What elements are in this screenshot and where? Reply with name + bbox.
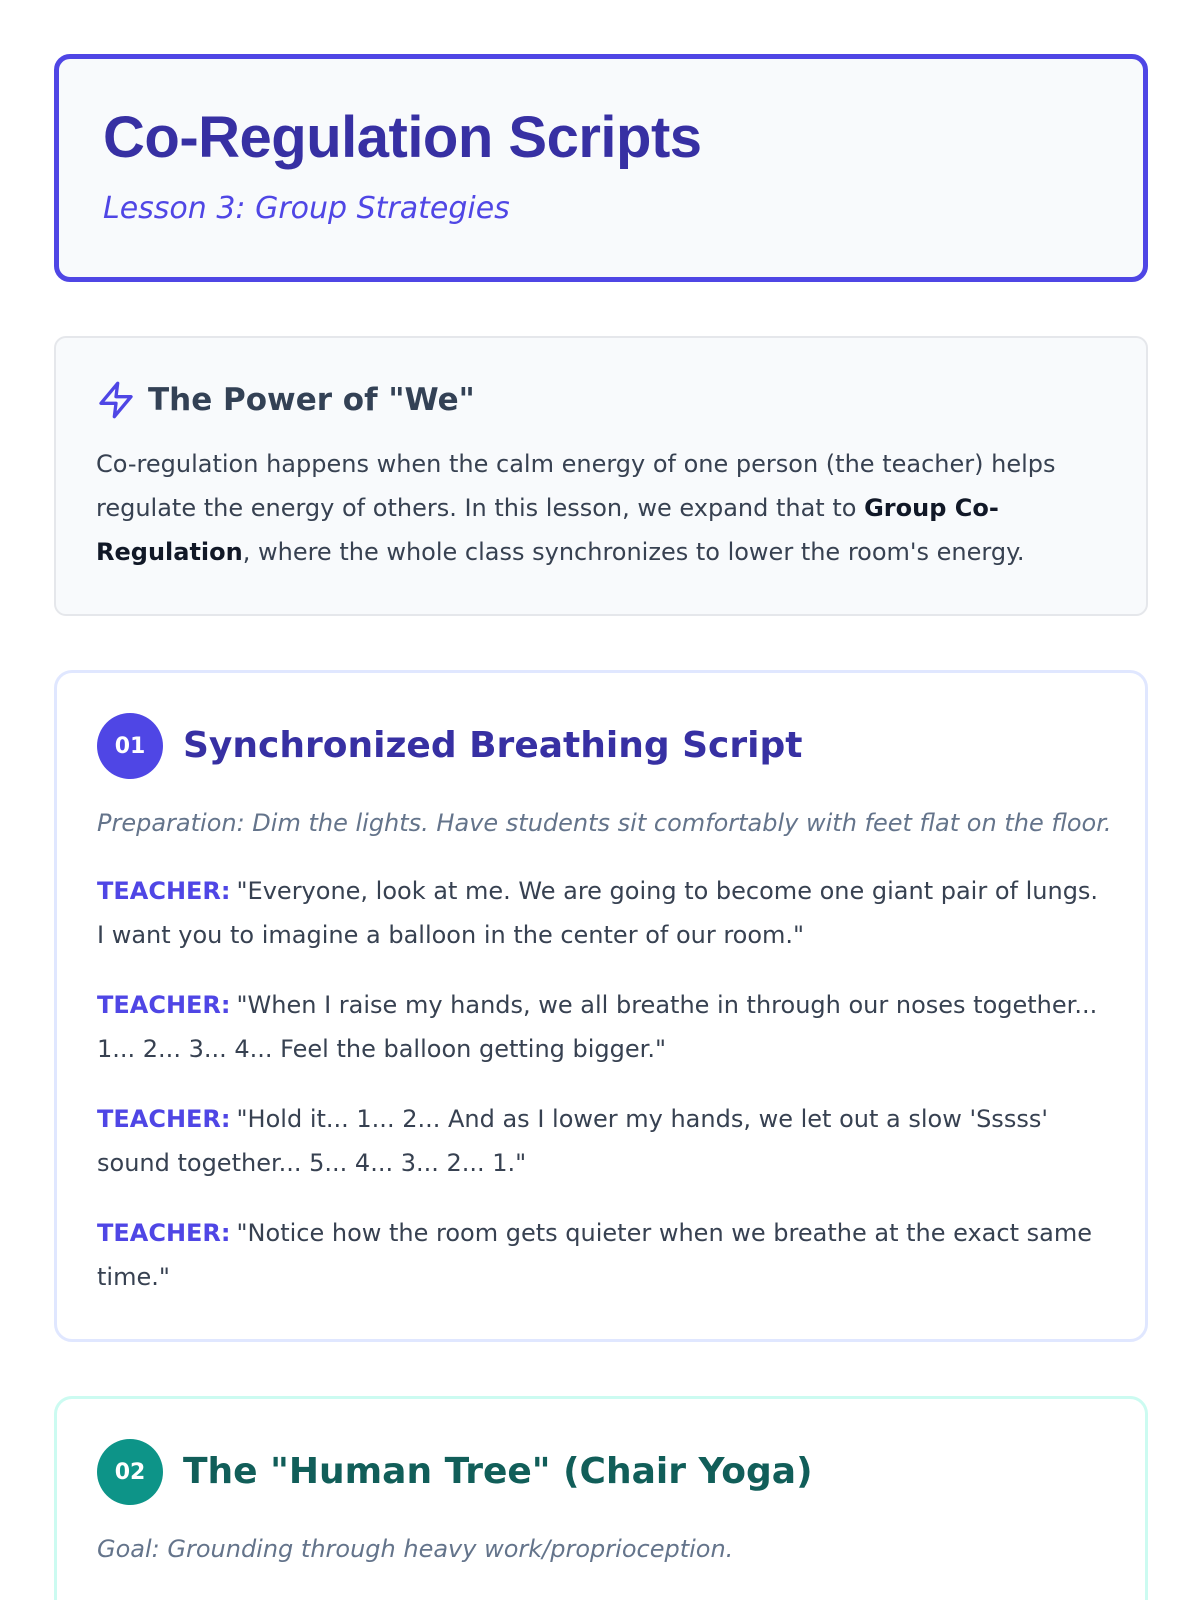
intro-text-end: , where the whole class synchronizes to lower the room's energy. — [242, 538, 1025, 566]
preparation-note: Preparation: Dim the lights. Have students sit comfortably with feet flat on the floor. — [97, 809, 1112, 837]
intro-card — [54, 336, 1148, 616]
intro-text — [96, 442, 1108, 574]
page-subtitle: Lesson 3: Group Strategies — [103, 191, 510, 226]
script-line — [97, 869, 1105, 957]
script-card-breathing — [54, 670, 1148, 1342]
lightning-icon — [96, 380, 136, 420]
script-header — [97, 713, 1105, 779]
script-line-text: "Notice how the room gets quieter when we breathe at the exact same time." — [97, 1219, 1092, 1291]
script-header — [97, 1439, 1105, 1505]
script-line-text: "When I raise my hands, we all breathe in through our noses together... 1... 2... 3... 4... Feel the balloon getting bigger." — [97, 991, 1098, 1063]
script-line — [97, 1097, 1105, 1185]
intro-heading — [96, 378, 1108, 422]
speaker-label: TEACHER: — [97, 1219, 231, 1247]
script-line — [97, 983, 1105, 1071]
script-title: The "Human Tree" (Chair Yoga) — [183, 1451, 813, 1492]
intro-title: The Power of "We" — [148, 382, 475, 418]
header-card — [54, 54, 1148, 282]
speaker-label: TEACHER: — [97, 877, 231, 905]
script-line-text: "Everyone, look at me. We are going to become one giant pair of lungs. I want you to imagine a balloon in the center of our room." — [97, 877, 1099, 949]
speaker-label: TEACHER: — [97, 1105, 231, 1133]
script-line — [97, 1211, 1105, 1299]
script-line-text: "Hold it... 1... 2... And as I lower my hands, we let out a slow 'Sssss' sound together... 5... 4... 3... 2... 1." — [97, 1105, 1048, 1177]
script-card-human-tree — [54, 1396, 1148, 1600]
script-number-badge: 02 — [97, 1439, 163, 1505]
script-number-badge: 01 — [97, 713, 163, 779]
speaker-label: TEACHER: — [97, 991, 231, 1019]
page-title: Co-Regulation Scripts — [103, 105, 702, 170]
script-title: Synchronized Breathing Script — [183, 725, 803, 766]
intro-text-start: Co-regulation happens when the calm energy of one person (the teacher) helps regulate the energy of others. In this lesson, we expand that to — [96, 450, 1056, 522]
goal-note: Goal: Grounding through heavy work/proprioception. — [97, 1535, 734, 1563]
intro-text-bold: Group Co-Regulation — [96, 494, 999, 566]
